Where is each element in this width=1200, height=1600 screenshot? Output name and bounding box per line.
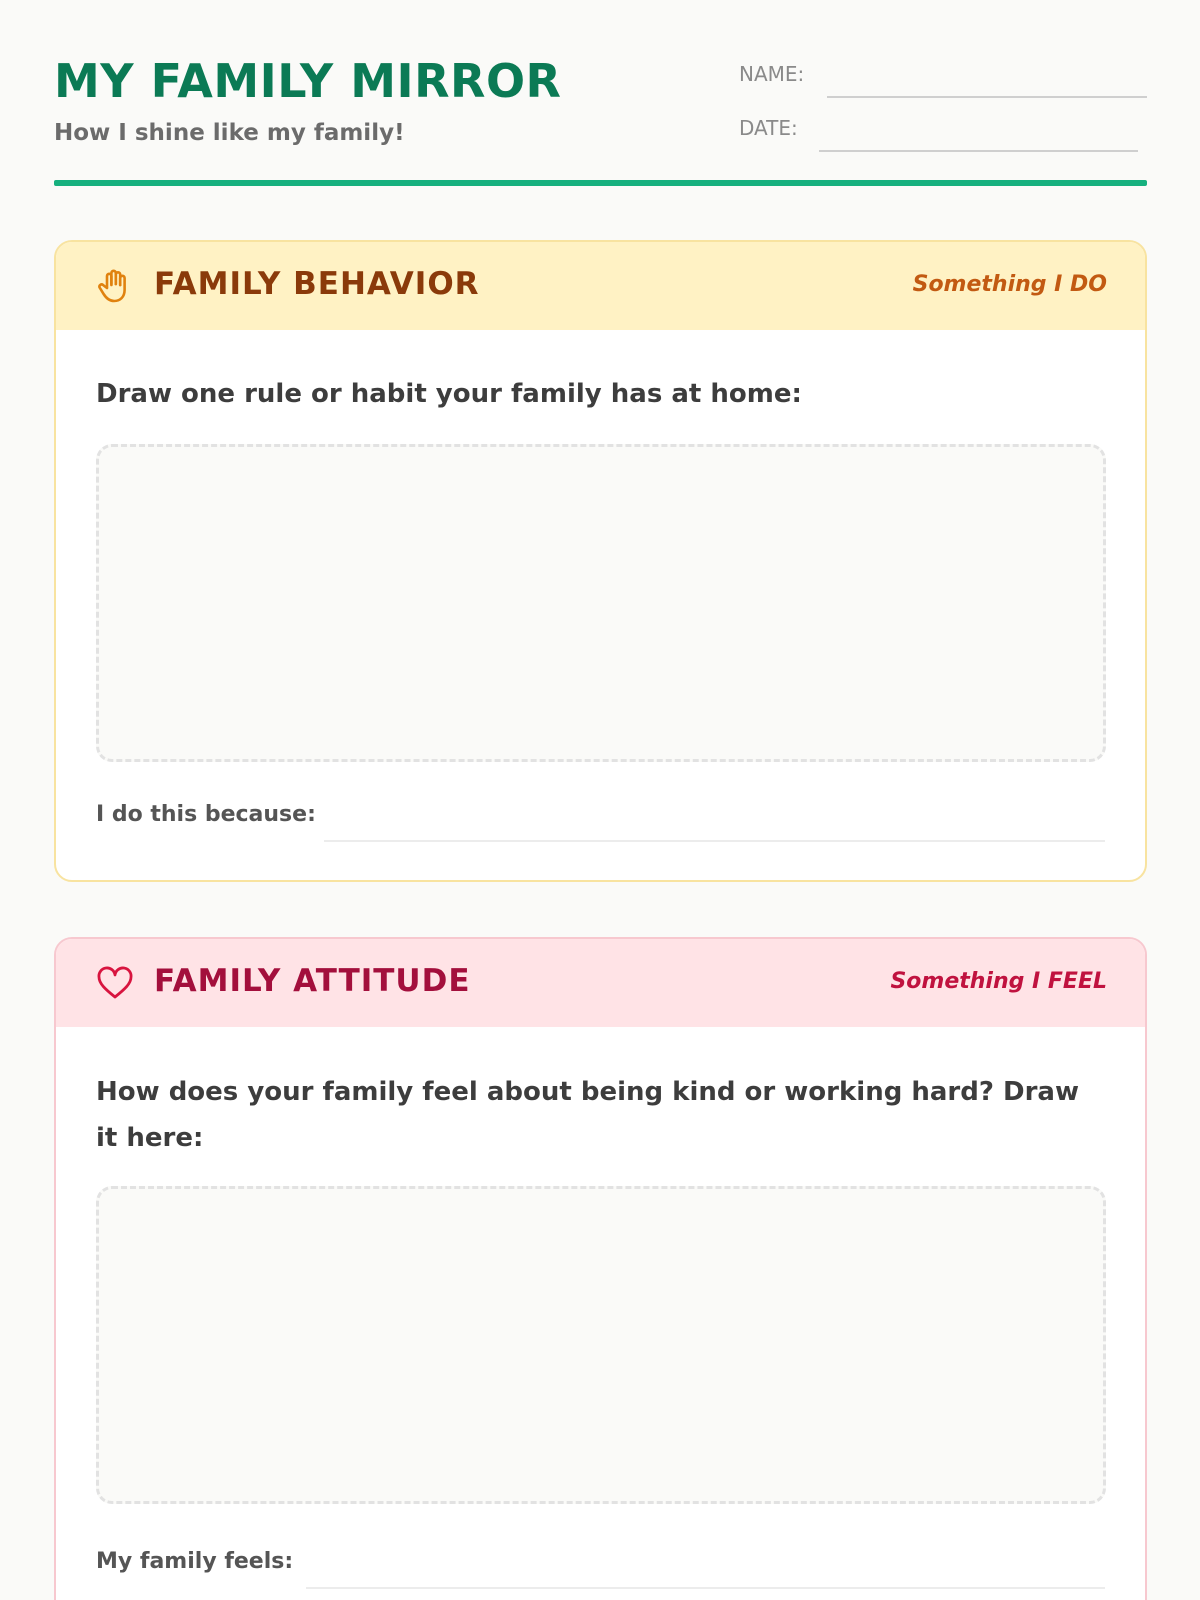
name-label: NAME: — [739, 62, 805, 86]
family-behavior-prompt: Draw one rule or habit your family has at home: — [96, 379, 802, 409]
family-attitude-answer-line[interactable] — [306, 1587, 1105, 1589]
page-title: MY FAMILY MIRROR — [54, 54, 562, 108]
heart-icon — [96, 964, 134, 1002]
date-label: DATE: — [739, 116, 798, 140]
page-subtitle: How I shine like my family! — [54, 120, 405, 146]
family-behavior-header — [56, 242, 1145, 330]
worksheet-header — [54, 0, 1147, 186]
family-attitude-title: FAMILY ATTITUDE — [154, 963, 471, 999]
hand-icon — [96, 267, 134, 305]
family-behavior-title: FAMILY BEHAVIOR — [154, 266, 480, 302]
family-attitude-header — [56, 939, 1145, 1027]
family-attitude-card — [54, 937, 1147, 1600]
family-behavior-card — [54, 240, 1147, 882]
name-line[interactable] — [827, 96, 1147, 98]
family-behavior-tag: Something I DO — [912, 272, 1107, 297]
family-attitude-drawing-area[interactable] — [96, 1186, 1106, 1504]
worksheet-page — [54, 0, 1147, 1574]
family-behavior-answer-line[interactable] — [324, 840, 1105, 842]
date-field[interactable] — [739, 112, 1147, 152]
family-attitude-prompt: How does your family feel about being kind or working hard? Draw it here: — [96, 1077, 1079, 1153]
family-behavior-drawing-area[interactable] — [96, 444, 1106, 762]
family-attitude-answer-label: My family feels: — [96, 1549, 294, 1574]
family-attitude-tag: Something I FEEL — [890, 969, 1107, 994]
date-line[interactable] — [819, 150, 1138, 152]
family-behavior-answer-label: I do this because: — [96, 802, 316, 827]
header-divider — [54, 180, 1147, 186]
name-field[interactable] — [739, 58, 1147, 98]
